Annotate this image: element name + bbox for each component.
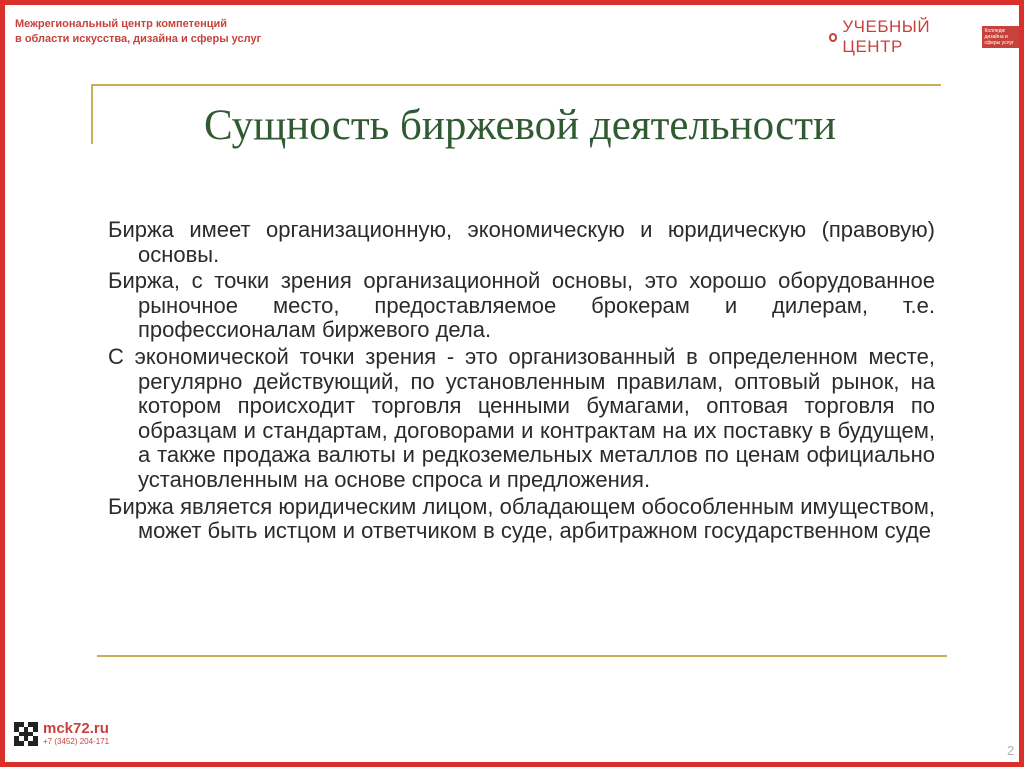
website-link[interactable]: mck72.ru: [43, 720, 109, 737]
top-rule: [91, 84, 941, 86]
bottom-rule: [97, 655, 947, 657]
footer: [14, 721, 109, 747]
org-line-2: в области искусства, дизайна и сферы услуг: [15, 33, 262, 45]
page-number: 2: [1007, 743, 1015, 758]
phone-number: +7 (3452) 204-171: [43, 737, 110, 746]
left-rule: [91, 84, 93, 144]
org-line-1: Межрегиональный центр компетенций: [15, 18, 228, 30]
brand-tag: Колледж дизайна и сферы услуг: [982, 26, 1020, 48]
circle-icon: [829, 33, 837, 42]
brand-logo: [829, 17, 1019, 57]
paragraph: Биржа, с точки зрения организационной основы, это хорошо оборудованное рыночное место, предоставляемое брокерам и дилерам, т.е. профессионалам биржевого дела.: [108, 268, 935, 343]
paragraph: Биржа имеет организационную, экономическую и юридическую (правовую) основы.: [108, 217, 935, 267]
slide-body: [108, 218, 935, 546]
qr-code-icon: [14, 722, 38, 746]
organization-name: [15, 17, 261, 47]
brand-name: УЧЕБНЫЙ ЦЕНТР: [842, 17, 931, 56]
paragraph: Биржа является юридическим лицом, обладающем обособленным имуществом, может быть истцом и ответчиком в суде, арбитражном государственном суде: [108, 493, 935, 544]
slide-title: Сущность биржевой деятельности: [203, 102, 837, 149]
paragraph: С экономической точки зрения - это организованный в определенном месте, регулярно действующий, по установленным правилам, оптовый рынок, на котором происходит торговля ценными бумагами, оптовая торговля по образцам и стандартам, договорами и контрактам на их поставку в будущем, а также продажа валюты и редкоземельных металлов по ценам официально установленным на основе спроса и предложения.: [108, 343, 935, 492]
